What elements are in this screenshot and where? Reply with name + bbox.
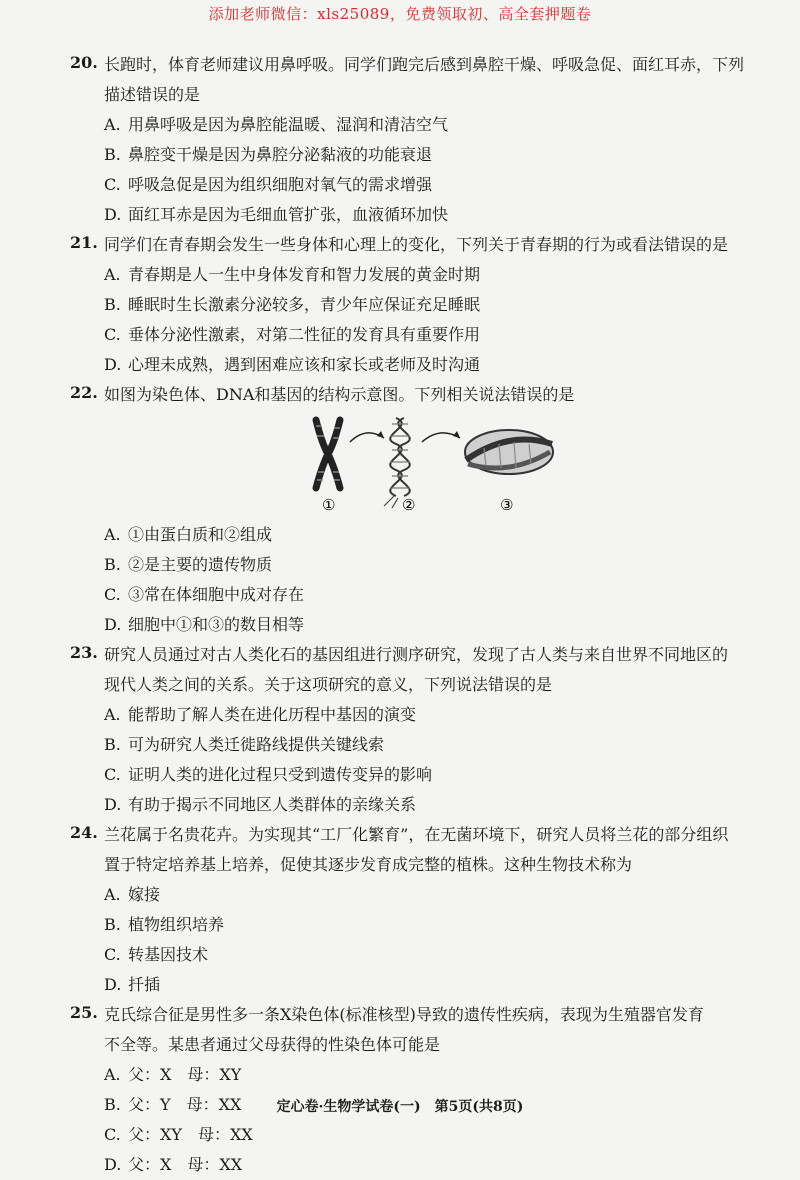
option-text: 细胞中①和③的数目相等 <box>128 615 305 634</box>
question-stem-line: 长跑时，体育老师建议用鼻呼吸。同学们跑完后感到鼻腔干燥、呼吸急促、面红耳赤，下列 <box>104 55 745 74</box>
option-text: 用鼻呼吸是因为鼻腔能温暖、湿润和清洁空气 <box>128 115 449 134</box>
question-25 <box>70 1000 760 1180</box>
option-letter: D. <box>104 795 122 814</box>
question-22 <box>70 380 760 640</box>
question-stem-line: 描述错误的是 <box>104 85 201 104</box>
question-stem-line: 置于特定培养基上培养，促使其逐步发育成完整的植株。这种生物技术称为 <box>104 855 633 874</box>
option-text: 垂体分泌性激素，对第二性征的发育具有重要作用 <box>128 325 481 344</box>
option-text: 父：X 母：XX <box>128 1155 243 1174</box>
question-stem-line: 同学们在青春期会发生一些身体和心理上的变化，下列关于青春期的行为或看法错误的是 <box>104 235 729 254</box>
option-a <box>104 260 760 290</box>
option-c <box>104 320 760 350</box>
option-text: 父：Y 母：XX <box>128 1095 242 1114</box>
question-20 <box>70 50 760 230</box>
question-stem-line: 如图为染色体、DNA和基因的结构示意图。下列相关说法错误的是 <box>104 385 575 404</box>
option-letter: C. <box>104 765 121 784</box>
structure-diagram <box>304 414 564 514</box>
option-text: 面红耳赤是因为毛细血管扩张，血液循环加快 <box>128 205 449 224</box>
option-letter: C. <box>104 325 121 344</box>
arrow-icon <box>422 433 460 442</box>
page-footer: 定心卷·生物学试卷(一) 第5页(共8页) <box>276 1099 524 1115</box>
chromosome-icon <box>316 420 340 488</box>
option-text: 父：XY 母：XX <box>128 1125 253 1144</box>
option-b <box>104 730 760 760</box>
watermark-banner: 添加老师微信：xls25089，免费领取初、高全套押题卷 <box>208 5 592 23</box>
question-number: 21. <box>70 233 98 252</box>
option-text: 可为研究人类迁徙路线提供关键线索 <box>128 735 385 754</box>
option-text: 证明人类的进化过程只受到遗传变异的影响 <box>128 765 433 784</box>
option-text: ②是主要的遗传物质 <box>128 555 273 574</box>
option-d <box>104 970 760 1000</box>
option-text: 转基因技术 <box>128 945 209 964</box>
question-stem-line: 兰花属于名贵花卉。为实现其“工厂化繁育”，在无菌环境下，研究人员将兰花的部分组织 <box>104 825 729 844</box>
option-b <box>104 550 760 580</box>
option-d <box>104 350 760 380</box>
option-text: 父：X 母：XY <box>128 1065 242 1084</box>
question-number: 20. <box>70 53 98 72</box>
option-letter: A. <box>104 265 121 284</box>
option-letter: D. <box>104 615 122 634</box>
option-text: 嫁接 <box>128 885 161 904</box>
option-text: 青春期是人一生中身体发育和智力发展的黄金时期 <box>128 265 481 284</box>
option-letter: B. <box>104 555 121 574</box>
question-23 <box>70 640 760 820</box>
question-number: 23. <box>70 643 98 662</box>
option-text: 心理未成熟，遇到困难应该和家长或老师及时沟通 <box>128 355 481 374</box>
question-number: 25. <box>70 1003 98 1022</box>
option-letter: B. <box>104 915 121 934</box>
option-a <box>104 700 760 730</box>
option-text: 能帮助了解人类在进化历程中基因的演变 <box>128 705 417 724</box>
option-letter: A. <box>104 525 121 544</box>
option-a <box>104 110 760 140</box>
option-c <box>104 1120 760 1150</box>
option-letter: C. <box>104 175 121 194</box>
option-letter: B. <box>104 1095 121 1114</box>
gene-segment-icon <box>465 430 553 474</box>
chromosome-dna-gene-figure <box>104 414 760 514</box>
option-letter: B. <box>104 295 121 314</box>
option-text: 呼吸急促是因为组织细胞对氧气的需求增强 <box>128 175 433 194</box>
option-letter: C. <box>104 585 121 604</box>
option-letter: D. <box>104 975 122 994</box>
option-a <box>104 880 760 910</box>
option-c <box>104 940 760 970</box>
option-text: 鼻腔变干燥是因为鼻腔分泌黏液的功能衰退 <box>128 145 433 164</box>
option-letter: A. <box>104 1065 121 1084</box>
option-letter: C. <box>104 945 121 964</box>
option-letter: B. <box>104 145 121 164</box>
option-letter: D. <box>104 205 122 224</box>
option-d <box>104 610 760 640</box>
option-letter: C. <box>104 1125 121 1144</box>
question-stem-line: 研究人员通过对古人类化石的基因组进行测序研究，发现了古人类与来自世界不同地区的 <box>104 645 729 664</box>
question-stem-line: 现代人类之间的关系。关于这项研究的意义，下列说法错误的是 <box>104 675 553 694</box>
option-letter: D. <box>104 355 122 374</box>
question-stem-line: 不全等。某患者通过父母获得的性染色体可能是 <box>104 1035 441 1054</box>
option-c <box>104 580 760 610</box>
option-a <box>104 520 760 550</box>
figure-label-2: ② <box>402 496 416 514</box>
option-text: 扦插 <box>128 975 161 994</box>
question-stem-line: 克氏综合征是男性多一条X染色体(标准核型)导致的遗传性疾病，表现为生殖器官发育 <box>104 1005 704 1024</box>
option-letter: A. <box>104 885 121 904</box>
question-21 <box>70 230 760 380</box>
option-text: 植物组织培养 <box>128 915 225 934</box>
figure-label-1: ① <box>322 496 336 514</box>
option-b <box>104 910 760 940</box>
option-b <box>104 140 760 170</box>
option-text: ①由蛋白质和②组成 <box>128 525 273 544</box>
option-a <box>104 1060 760 1090</box>
option-d <box>104 790 760 820</box>
option-text: ③常在体细胞中成对存在 <box>128 585 305 604</box>
figure-label-3: ③ <box>500 496 514 514</box>
option-letter: A. <box>104 705 121 724</box>
dna-helix-icon <box>384 418 410 508</box>
question-number: 22. <box>70 383 98 402</box>
option-c <box>104 170 760 200</box>
option-text: 睡眠时生长激素分泌较多，青少年应保证充足睡眠 <box>128 295 481 314</box>
option-d <box>104 1150 760 1180</box>
exam-page <box>70 50 760 1180</box>
option-c <box>104 760 760 790</box>
option-b <box>104 290 760 320</box>
option-text: 有助于揭示不同地区人类群体的亲缘关系 <box>128 795 417 814</box>
option-d <box>104 200 760 230</box>
question-24 <box>70 820 760 1000</box>
option-letter: D. <box>104 1155 122 1174</box>
option-letter: B. <box>104 735 121 754</box>
option-letter: A. <box>104 115 121 134</box>
question-number: 24. <box>70 823 98 842</box>
